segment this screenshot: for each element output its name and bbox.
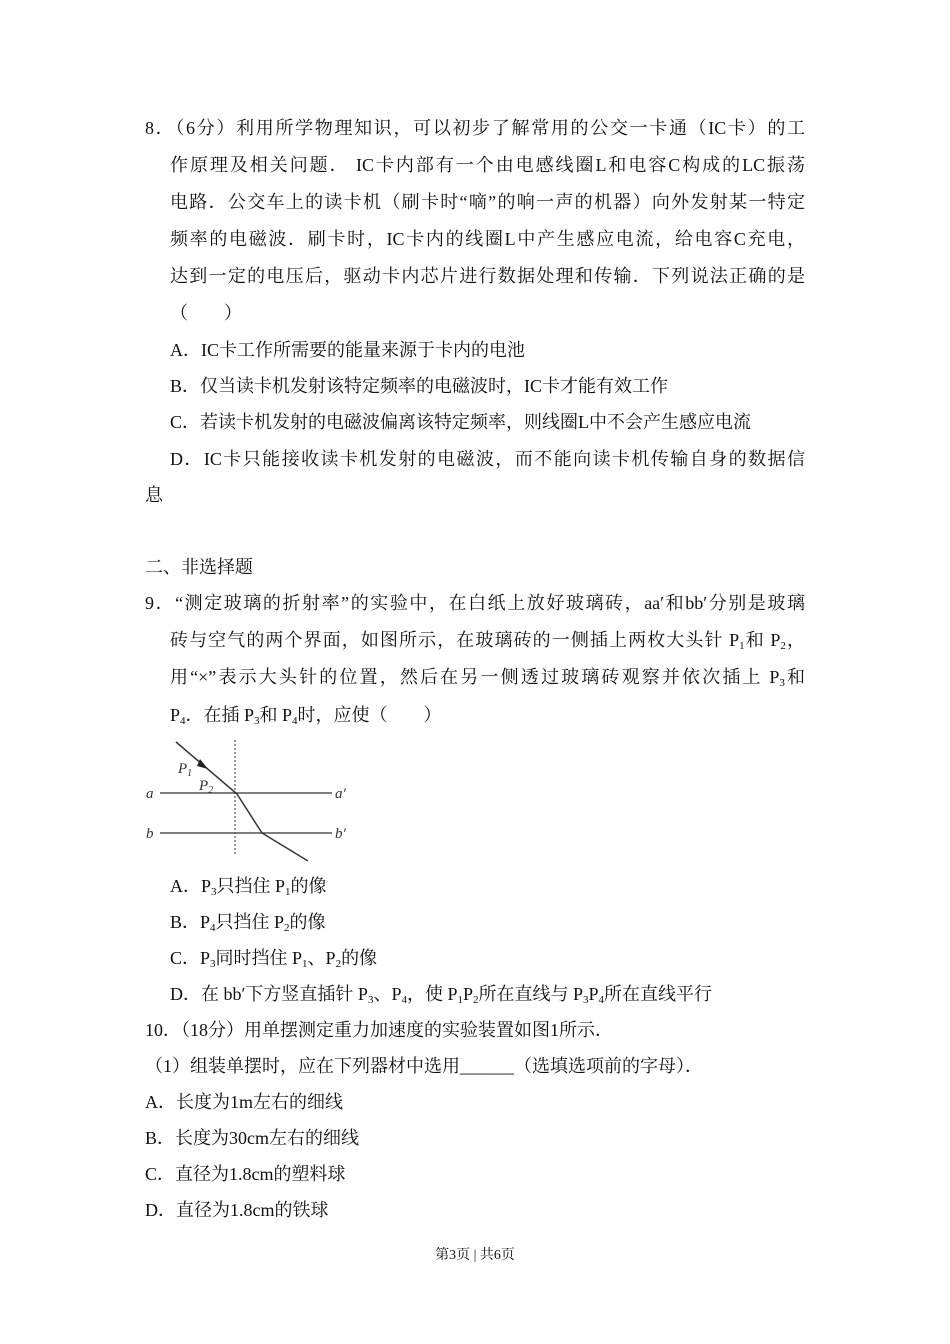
text-run: 的像 <box>290 876 327 896</box>
text-run: 的像 <box>289 912 326 932</box>
subscript: 3 <box>211 886 217 898</box>
label-a-prime: a′ <box>335 786 346 802</box>
label-a: a <box>146 786 154 802</box>
text-run: （ ） <box>170 303 242 323</box>
text-run: P <box>462 984 473 1004</box>
text-run: B．P <box>170 912 211 932</box>
text-run: 所在直线与 P <box>478 984 584 1004</box>
subscript: 2 <box>473 994 479 1006</box>
text-run: 砖与空气的两个界面，如图所示，在玻璃砖的一侧插上两枚大头针 P <box>170 630 740 650</box>
subscript: 2 <box>780 640 786 652</box>
subscript: 4 <box>180 715 186 727</box>
label-p2: $P_2$ <box>199 778 214 796</box>
subscript: 1 <box>285 886 291 898</box>
text-run: 作原理及相关问题． IC卡内部有一个由电感线圈L和电容C构成的LC振荡 <box>170 155 805 175</box>
subscript: 3 <box>210 958 216 970</box>
text-run: D．IC卡只能接收读卡机发射的电磁波，而不能向读卡机传输自身的数据信 <box>170 449 805 469</box>
text-run: 二、非选择题 <box>145 557 253 577</box>
q9-option-d <box>170 982 712 1012</box>
text-run: P <box>170 705 181 725</box>
subscript: 2 <box>335 958 342 970</box>
text-run: 、P <box>307 948 336 968</box>
label-b: b <box>146 826 154 842</box>
text-run: B．长度为30cm左右的细线 <box>145 1128 359 1148</box>
subscript: 4 <box>401 994 407 1006</box>
text-run: 电路．公交车上的读卡机（刷卡时“嘀”的响一声的机器）向外发射某一特定 <box>170 192 805 212</box>
text-run: 息 <box>145 485 163 505</box>
text-run: ，使 P <box>406 984 458 1004</box>
text-run: 10．（18分）用单摆测定重力加速度的实验装置如图1所示． <box>145 1020 613 1040</box>
text-run: A．P <box>170 876 212 896</box>
text-run: 8．（6分）利用所学物理知识，可以初步了解常用的公交一卡通（IC卡）的工 <box>145 118 805 138</box>
subscript: 2 <box>284 922 290 934</box>
q9-option-c <box>170 946 377 976</box>
text-run: 和 P <box>744 630 781 650</box>
text-run: ， <box>785 630 806 650</box>
text-run: C．若读卡机发射的电磁波偏离该特定频率，则线圈L中不会产生感应电流 <box>170 412 751 432</box>
text-run: （1）组装单摆时，应在下列器材中选用______（选填选项前的字母）． <box>145 1056 703 1076</box>
q10-option-c <box>145 1162 346 1186</box>
page-footer: 第3页 | 共6页 <box>435 1248 515 1263</box>
q10-option-d <box>145 1198 329 1222</box>
text-run: 所在直线平行 <box>604 984 713 1004</box>
text-run: 只挡住 P <box>215 912 285 932</box>
subscript: 3 <box>254 715 260 727</box>
subscript: 4 <box>292 715 298 727</box>
q10-part-1 <box>145 1054 703 1078</box>
label-p1: $P_1$ <box>178 761 193 779</box>
text-run: D．在 bb′下方竖直插针 P <box>170 984 368 1004</box>
text-run: C．P <box>170 948 211 968</box>
text-run: 时，应使（ ） <box>297 705 442 725</box>
text-run: ．在插 P <box>185 705 255 725</box>
text-run: A．长度为1m左右的细线 <box>145 1092 343 1112</box>
subscript: 4 <box>598 994 605 1006</box>
subscript: 1 <box>457 994 463 1006</box>
subscript: 1 <box>739 640 745 652</box>
text-run: 同时挡住 P <box>215 948 303 968</box>
subscript: 3 <box>779 677 785 689</box>
q10-option-b <box>145 1126 359 1150</box>
text-run: 和 <box>784 667 806 687</box>
text-run: 用“×”表示大头针的位置，然后在另一侧透过玻璃砖观察并依次插上 P <box>170 667 780 687</box>
subscript: 3 <box>583 994 589 1006</box>
subscript: 4 <box>210 922 216 934</box>
text-run: C．直径为1.8cm的塑料球 <box>145 1164 346 1184</box>
text-run: 、P <box>373 984 402 1004</box>
text-run: D．直径为1.8cm的铁球 <box>145 1200 329 1220</box>
text-run: 9．“测定玻璃的折射率”的实验中，在白纸上放好玻璃砖，aa′和bb′分别是玻璃 <box>145 593 805 613</box>
label-b-prime: b′ <box>335 826 346 842</box>
q10-line-1 <box>145 1018 613 1042</box>
subscript: 3 <box>367 994 374 1006</box>
text-run: 达到一定的电压后，驱动卡内芯片进行数据处理和传输．下列说法正确的是 <box>170 266 805 286</box>
light-ray <box>176 742 308 861</box>
q9-option-b <box>170 910 326 940</box>
text-run: A．IC卡工作所需要的能量来源于卡内的电池 <box>170 340 525 360</box>
text-run: 和 P <box>259 705 293 725</box>
text-run: 的像 <box>341 948 378 968</box>
text-run: 只挡住 P <box>216 876 286 896</box>
text-run: P <box>588 984 599 1004</box>
q10-option-a <box>145 1090 343 1114</box>
text-run: 频率的电磁波．刷卡时，IC卡内的线圈L中产生感应电流，给电容C充电， <box>170 229 805 249</box>
subscript: 1 <box>302 958 308 970</box>
text-run: B．仅当读卡机发射该特定频率的电磁波时，IC卡才能有效工作 <box>170 376 669 396</box>
